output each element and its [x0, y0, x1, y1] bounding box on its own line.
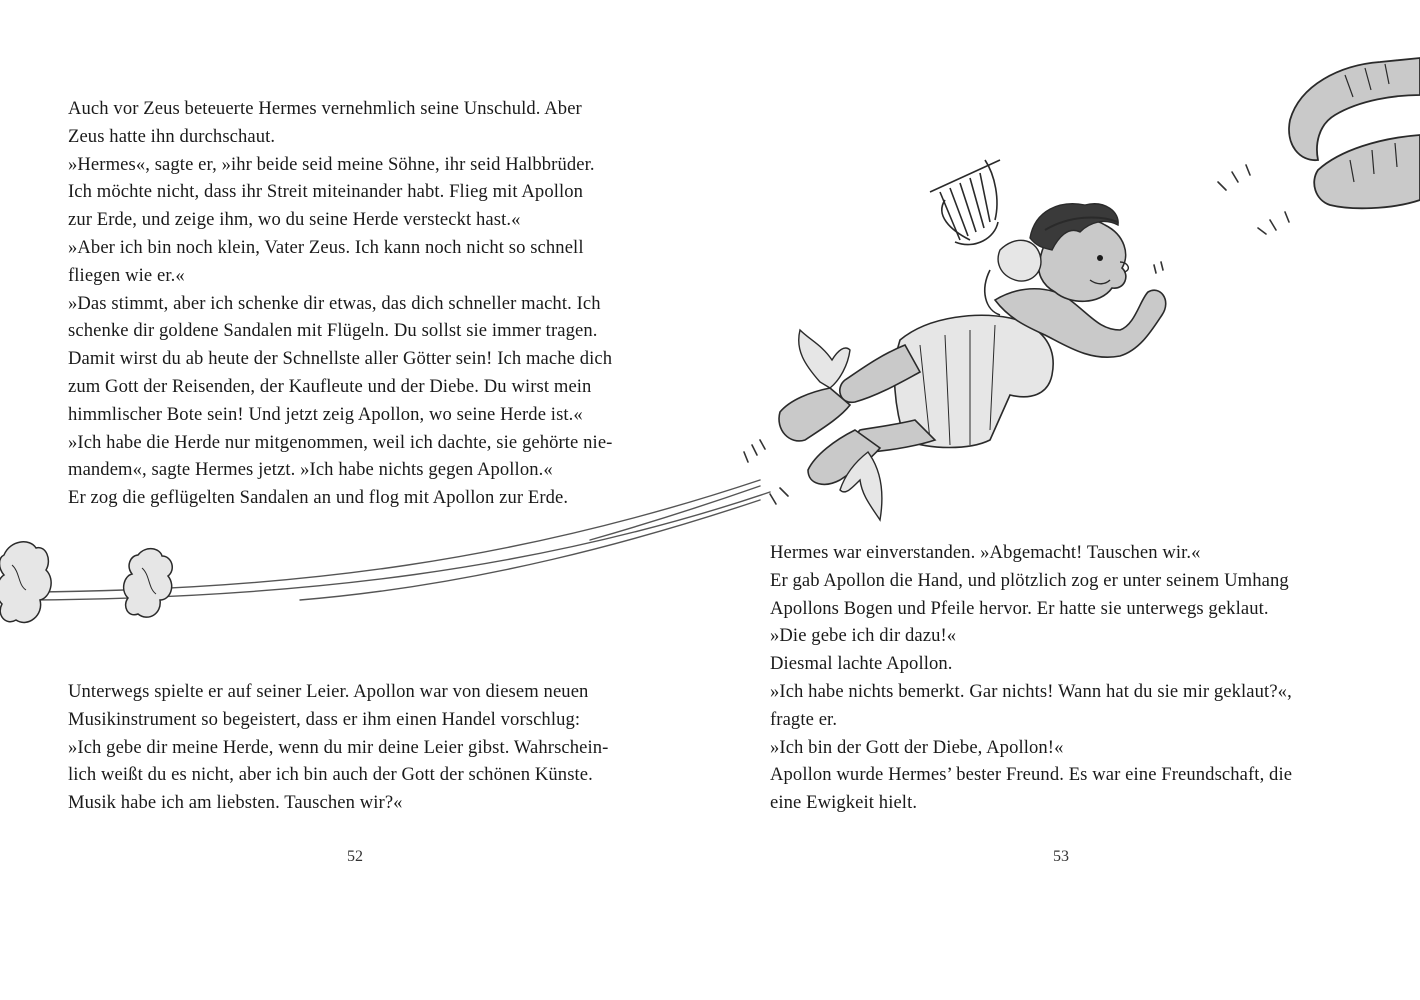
page-number-left: 52 — [347, 848, 363, 865]
left-top-text-line: Ich möchte nicht, dass ihr Streit miteinander habt. Flieg mit Apollon — [68, 181, 584, 203]
left-top-text-line: »Ich habe die Herde nur mitgenommen, weil ich dachte, sie gehörte nie- — [68, 431, 613, 453]
left-bottom-text-line: lich weißt du es nicht, aber ich bin auch der Gott der schönen Künste. — [68, 764, 593, 786]
left-bottom-text-line: Musik habe ich am liebsten. Tauschen wir?« — [68, 792, 403, 814]
left-top-text-line: Auch vor Zeus beteuerte Hermes vernehmlich seine Unschuld. Aber — [68, 98, 582, 119]
left-top-text-line: »Das stimmt, aber ich schenke dir etwas, das dich schneller macht. Ich — [68, 292, 601, 314]
left-bottom-text-line: Unterwegs spielte er auf seiner Leier. Apollon war von diesem neuen — [68, 681, 589, 702]
left-top-text-line: fliegen wie er.« — [68, 264, 185, 286]
page-number-right: 53 — [1053, 848, 1069, 865]
left-top-text-line: Zeus hatte ihn durchschaut. — [68, 125, 276, 147]
hermes-figure — [779, 160, 1166, 520]
right-text-line: Apollon wurde Hermes’ bester Freund. Es war eine Freundschaft, die — [770, 764, 1293, 786]
right-text-line: »Ich bin der Gott der Diebe, Apollon!« — [770, 736, 1064, 758]
dust-cloud-middle — [124, 549, 173, 618]
right-text-line: Hermes war einverstanden. »Abgemacht! Tauschen wir.« — [770, 542, 1201, 563]
left-top-text-line: schenke dir goldene Sandalen mit Flügeln. Du sollst sie immer tragen. — [68, 320, 598, 342]
right-text-line: Diesmal lachte Apollon. — [770, 653, 953, 675]
lyre-icon — [930, 160, 1000, 245]
right-text-line: Apollons Bogen und Pfeile hervor. Er hatte sie unterwegs geklaut. — [770, 597, 1269, 619]
left-top-text-line: Damit wirst du ab heute der Schnellste aller Götter sein! Ich mache dich — [68, 348, 613, 370]
left-top-text-line: »Aber ich bin noch klein, Vater Zeus. Ich kann noch nicht so schnell — [68, 236, 584, 258]
left-top-text-line: zum Gott der Reisenden, der Kaufleute und der Diebe. Du wirst mein — [68, 375, 592, 397]
right-text-line: »Die gebe ich dir dazu!« — [770, 625, 957, 647]
right-text-line: Er gab Apollon die Hand, und plötzlich zog er unter seinem Umhang — [770, 569, 1289, 591]
dust-cloud-left — [0, 542, 51, 623]
right-text-line: »Ich habe nichts bemerkt. Gar nichts! Wann hat du sie mir geklaut?«, — [770, 680, 1292, 702]
left-bottom-text-line: Musikinstrument so begeistert, dass er ihm einen Handel vorschlug: — [68, 708, 581, 730]
right-text-line: eine Ewigkeit hielt. — [770, 792, 918, 814]
left-top-text-line: zur Erde, und zeige ihm, wo du seine Herde versteckt hast.« — [68, 209, 521, 231]
left-top-text-line: Er zog die geflügelten Sandalen an und flog mit Apollon zur Erde. — [68, 487, 569, 509]
left-top-text-line: himmlischer Bote sein! Und jetzt zeig Apollon, wo seine Herde ist.« — [68, 403, 583, 425]
left-bottom-text-line: »Ich gebe dir meine Herde, wenn du mir deine Leier gibst. Wahrschein- — [68, 736, 609, 758]
right-text-line: fragte er. — [770, 708, 838, 730]
left-top-text-line: mandem«, sagte Hermes jetzt. »Ich habe nichts gegen Apollon.« — [68, 459, 553, 481]
left-top-text-line: »Hermes«, sagte er, »ihr beide seid meine Söhne, ihr seid Halbbrüder. — [68, 153, 595, 175]
apollon-arm — [1289, 58, 1420, 208]
